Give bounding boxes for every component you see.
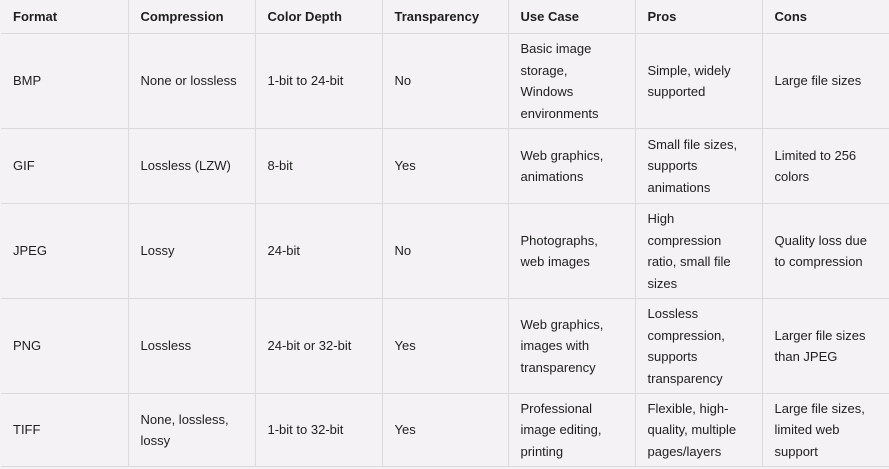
- cell-compression: None, lossless, lossy: [128, 394, 255, 467]
- cell-color-depth: 24-bit or 32-bit: [255, 299, 382, 394]
- cell-color-depth: 1-bit to 24-bit: [255, 34, 382, 129]
- cell-pros: High compression ratio, small file sizes: [635, 204, 762, 299]
- cell-use-case: Basic image storage, Windows environments: [508, 34, 635, 129]
- cell-transparency: No: [382, 204, 508, 299]
- header-transparency: Transparency: [382, 0, 508, 34]
- header-use-case: Use Case: [508, 0, 635, 34]
- header-compression: Compression: [128, 0, 255, 34]
- cell-compression: Lossless: [128, 299, 255, 394]
- table-row: [1, 204, 889, 299]
- cell-cons: Large file sizes, limited web support: [762, 394, 889, 467]
- cell-use-case: Professional image editing, printing: [508, 394, 635, 467]
- cell-cons: Larger file sizes than JPEG: [762, 299, 889, 394]
- cell-format: PNG: [1, 299, 128, 394]
- table-row: [1, 299, 889, 394]
- cell-pros: Flexible, high-quality, multiple pages/layers: [635, 394, 762, 467]
- cell-transparency: No: [382, 34, 508, 129]
- cell-use-case: Photographs, web images: [508, 204, 635, 299]
- header-color-depth: Color Depth: [255, 0, 382, 34]
- header-format: Format: [1, 0, 128, 34]
- cell-pros: Simple, widely supported: [635, 34, 762, 129]
- cell-use-case: Web graphics, animations: [508, 129, 635, 204]
- cell-pros: Lossless compression, supports transparency: [635, 299, 762, 394]
- cell-transparency: Yes: [382, 299, 508, 394]
- cell-format: JPEG: [1, 204, 128, 299]
- cell-cons: Limited to 256 colors: [762, 129, 889, 204]
- table-row: [1, 394, 889, 467]
- image-formats-table: [1, 0, 889, 467]
- cell-pros: Small file sizes, supports animations: [635, 129, 762, 204]
- cell-compression: Lossless (LZW): [128, 129, 255, 204]
- table-row: [1, 129, 889, 204]
- cell-cons: Large file sizes: [762, 34, 889, 129]
- cell-format: BMP: [1, 34, 128, 129]
- cell-compression: None or lossless: [128, 34, 255, 129]
- cell-format: TIFF: [1, 394, 128, 467]
- cell-color-depth: 1-bit to 32-bit: [255, 394, 382, 467]
- table-row: [1, 34, 889, 129]
- header-cons: Cons: [762, 0, 889, 34]
- cell-transparency: Yes: [382, 394, 508, 467]
- cell-compression: Lossy: [128, 204, 255, 299]
- table-header-row: [1, 0, 889, 34]
- cell-cons: Quality loss due to compression: [762, 204, 889, 299]
- cell-transparency: Yes: [382, 129, 508, 204]
- cell-color-depth: 24-bit: [255, 204, 382, 299]
- cell-color-depth: 8-bit: [255, 129, 382, 204]
- cell-format: GIF: [1, 129, 128, 204]
- header-pros: Pros: [635, 0, 762, 34]
- cell-use-case: Web graphics, images with transparency: [508, 299, 635, 394]
